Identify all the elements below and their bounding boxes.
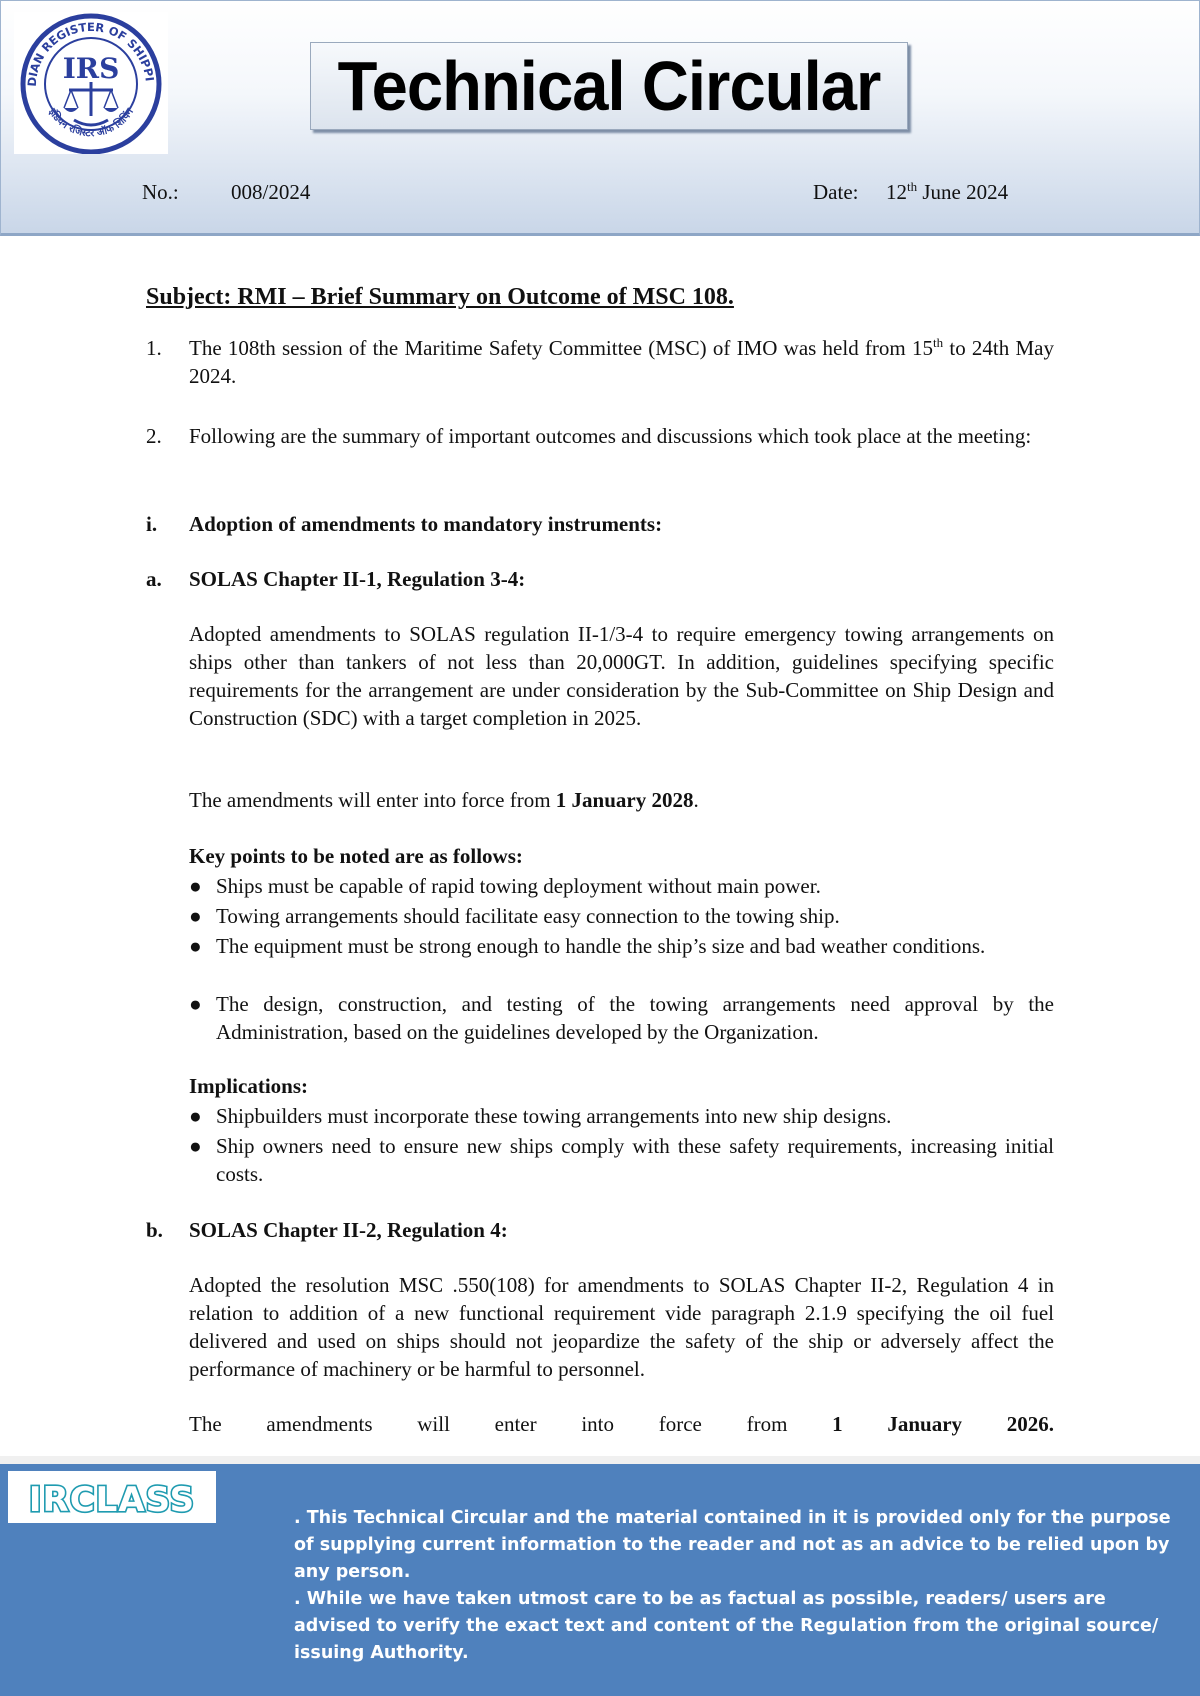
key-point-item — [189, 932, 1054, 960]
key-point-text: The equipment must be strong enough to handle the ship’s size and bad weather conditions. — [216, 934, 986, 958]
force-date-b-year: 2026. — [1006, 1412, 1054, 1436]
date-day-suffix: th — [907, 179, 918, 194]
section-b-force-date — [189, 1410, 1054, 1438]
section-a-number: a. — [146, 567, 162, 591]
section-i-heading: Adoption of amendments to mandatory instruments: — [189, 512, 663, 536]
force-word: force — [658, 1412, 702, 1436]
item-2 — [146, 422, 1054, 450]
key-point-text: Ships must be capable of rapid towing deployment without main power. — [216, 874, 821, 898]
bullet-icon: ● — [189, 934, 202, 958]
force-suffix-a: . — [693, 788, 699, 812]
key-point-item — [189, 990, 1054, 1046]
logo-monogram: IRS — [62, 52, 120, 85]
date-month-year: June 2024 — [917, 180, 1009, 204]
section-a-heading: SOLAS Chapter II-1, Regulation 3-4: — [189, 567, 526, 591]
key-points-heading: Key points to be noted are as follows: — [189, 844, 523, 868]
section-b-paragraph: Adopted the resolution MSC .550(108) for amendments to SOLAS Chapter II-2, Regulation 4 in relation to addition of a new functional requirement vide paragraph 2.1.9 specifying the oil fuel delivered and used on ships should not jeopardize the safety of the ship or adversely affect the performance of machinery or be harmful to personnel. — [189, 1273, 1054, 1381]
bullet-icon: ● — [189, 992, 202, 1016]
key-point-text: The design, construction, and testing of the towing arrangements need approval by the Administration, based on the guidelines developed by the Organization. — [216, 992, 1054, 1044]
section-b — [146, 1216, 1054, 1244]
footer-divider — [0, 1456, 1200, 1464]
subject-heading: Subject: RMI – Brief Summary on Outcome of MSC 108. — [146, 284, 734, 310]
item-1-number: 1. — [146, 336, 162, 360]
logo-ring-text-hindi: इंडियन रजिस्टर ऑफ शिपिंग — [46, 106, 136, 140]
item-2-number: 2. — [146, 424, 162, 448]
circular-number-label: No.: — [142, 180, 179, 204]
item-2-text: Following are the summary of important outcomes and discussions which took place at the meeting: — [189, 424, 1032, 448]
force-word: will — [417, 1412, 450, 1436]
force-word: into — [581, 1412, 614, 1436]
date-value — [886, 180, 1008, 205]
force-word: enter — [494, 1412, 537, 1436]
implication-text: Shipbuilders must incorporate these towing arrangements into new ship designs. — [216, 1104, 892, 1128]
footer-disclaimer — [294, 1505, 1174, 1667]
bullet-icon: ● — [189, 1104, 202, 1128]
item-1-text-b: to 24th May 2024. — [189, 336, 1054, 388]
logo-ring-text: DIAN REGISTER OF SHIPPI — [24, 20, 157, 88]
item-1-sup: th — [933, 335, 944, 350]
key-point-text: Towing arrangements should facilitate easy connection to the towing ship. — [216, 904, 840, 928]
force-date-a: 1 January 2028 — [555, 788, 694, 812]
key-point-item — [189, 872, 1054, 900]
section-i-number: i. — [146, 512, 158, 536]
section-a-force-date — [189, 786, 1054, 814]
irs-logo — [14, 12, 168, 154]
section-i — [146, 510, 1054, 538]
item-1-text-a: The 108th session of the Maritime Safety Committee (MSC) of IMO was held from 15 — [189, 336, 933, 360]
implications-heading: Implications: — [189, 1074, 309, 1098]
circular-number: 008/2024 — [231, 180, 311, 204]
item-1 — [146, 334, 1054, 390]
implication-text: Ship owners need to ensure new ships comply with these safety requirements, increasing initial costs. — [216, 1134, 1054, 1186]
force-date-b-day: 1 — [832, 1412, 843, 1436]
title-box — [310, 42, 908, 130]
force-prefix-a: The amendments will enter into force from — [189, 788, 556, 812]
force-word: The — [189, 1412, 222, 1436]
key-point-item — [189, 902, 1054, 930]
section-b-heading: SOLAS Chapter II-2, Regulation 4: — [189, 1218, 508, 1242]
disclaimer-line-1: . This Technical Circular and the material contained in it is provided only for the purpose of supplying current information to the reader and not as an advice to be relied upon by any person. — [294, 1508, 1171, 1582]
implication-item — [189, 1102, 1054, 1130]
irclass-wordmark: IRCLASS — [28, 1480, 196, 1520]
disclaimer-line-2: . While we have taken utmost care to be as factual as possible, readers/ users are advised to verify the exact text and content of the Regulation from the original source/ issuing Authority. — [294, 1589, 1159, 1663]
force-word: from — [746, 1412, 788, 1436]
date-day: 12 — [886, 180, 907, 204]
page-title: Technical Circular — [337, 47, 881, 125]
date-label: Date: — [813, 180, 859, 204]
force-word: amendments — [266, 1412, 373, 1436]
bullet-icon: ● — [189, 1134, 202, 1158]
implication-item — [189, 1132, 1054, 1188]
section-a-paragraph: Adopted amendments to SOLAS regulation II-1/3-4 to require emergency towing arrangements on ships other than tankers of not less than 20,000GT. In addition, guidelines specifying specific requirements for the arrangement are under consideration by the Sub-Committee on Ship Design and Construction (SDC) with a target completion in 2025. — [189, 622, 1054, 730]
bullet-icon: ● — [189, 904, 202, 928]
bullet-icon: ● — [189, 874, 202, 898]
force-date-b-month: January — [887, 1412, 963, 1436]
irclass-logo — [8, 1471, 216, 1523]
item-1-text — [189, 334, 1054, 390]
section-b-number: b. — [146, 1218, 163, 1242]
section-a — [146, 565, 1054, 593]
